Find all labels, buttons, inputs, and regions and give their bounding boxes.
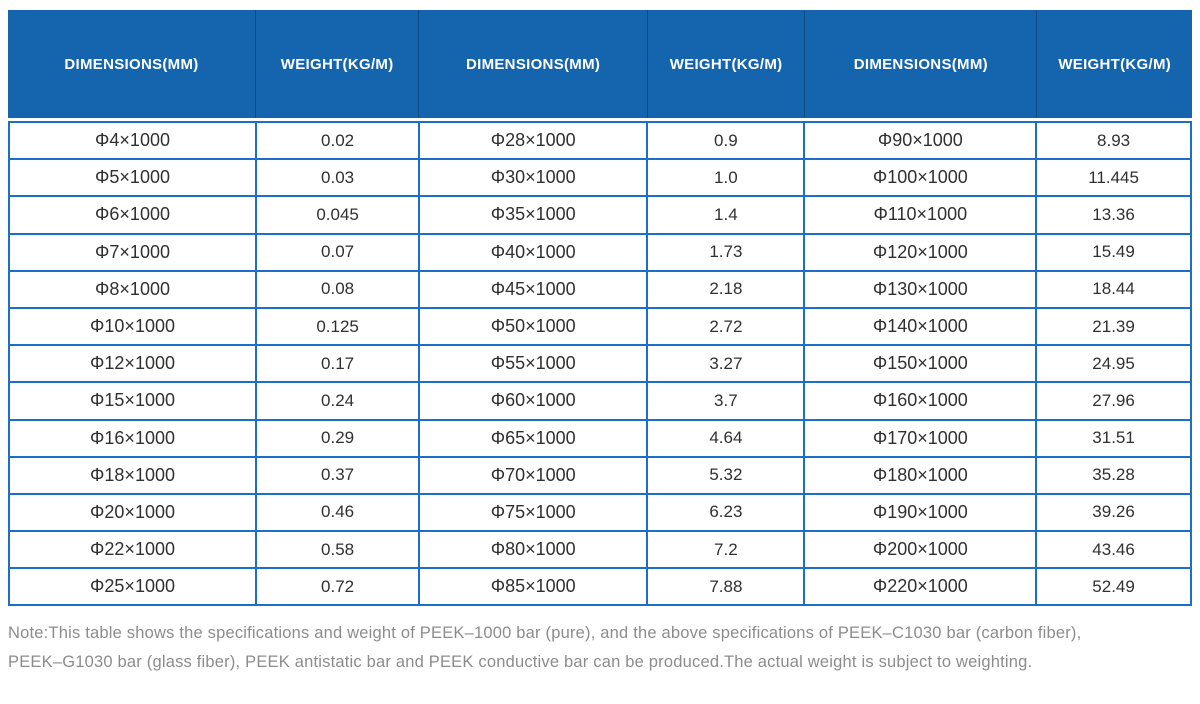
table-row <box>9 568 1191 605</box>
dimension-cell: Φ25×1000 <box>9 568 256 605</box>
weight-cell: 7.2 <box>647 531 804 568</box>
weight-cell: 0.08 <box>256 271 419 308</box>
weight-cell: 1.73 <box>647 234 804 271</box>
dimension-cell: Φ190×1000 <box>804 494 1036 531</box>
dimension-cell: Φ80×1000 <box>419 531 647 568</box>
table-row <box>9 494 1191 531</box>
weight-cell: 0.07 <box>256 234 419 271</box>
weight-cell: 4.64 <box>647 420 804 457</box>
dimension-cell: Φ110×1000 <box>804 196 1036 233</box>
weight-cell: 0.125 <box>256 308 419 345</box>
weight-cell: 0.58 <box>256 531 419 568</box>
spec-table-header <box>8 10 1192 118</box>
weight-cell: 52.49 <box>1036 568 1191 605</box>
weight-cell: 15.49 <box>1036 234 1191 271</box>
table-row <box>9 159 1191 196</box>
weight-cell: 21.39 <box>1036 308 1191 345</box>
header-row <box>8 10 1192 118</box>
dimension-cell: Φ6×1000 <box>9 196 256 233</box>
table-row <box>9 420 1191 457</box>
dimension-cell: Φ200×1000 <box>804 531 1036 568</box>
dimension-cell: Φ4×1000 <box>9 122 256 159</box>
dimension-cell: Φ12×1000 <box>9 345 256 382</box>
dimension-cell: Φ35×1000 <box>419 196 647 233</box>
table-row <box>9 122 1191 159</box>
weight-cell: 0.02 <box>256 122 419 159</box>
weight-cell: 13.36 <box>1036 196 1191 233</box>
dimensions-column-header: DIMENSIONS(MM) <box>419 10 648 118</box>
dimension-cell: Φ180×1000 <box>804 457 1036 494</box>
dimension-cell: Φ220×1000 <box>804 568 1036 605</box>
dimension-cell: Φ28×1000 <box>419 122 647 159</box>
dimension-cell: Φ7×1000 <box>9 234 256 271</box>
weight-cell: 27.96 <box>1036 382 1191 419</box>
dimension-cell: Φ75×1000 <box>419 494 647 531</box>
dimension-cell: Φ150×1000 <box>804 345 1036 382</box>
dimension-cell: Φ16×1000 <box>9 420 256 457</box>
dimension-cell: Φ50×1000 <box>419 308 647 345</box>
table-note <box>8 619 1192 677</box>
weight-cell: 24.95 <box>1036 345 1191 382</box>
dimension-cell: Φ20×1000 <box>9 494 256 531</box>
dimension-cell: Φ130×1000 <box>804 271 1036 308</box>
weight-cell: 35.28 <box>1036 457 1191 494</box>
dimension-cell: Φ100×1000 <box>804 159 1036 196</box>
weight-cell: 0.24 <box>256 382 419 419</box>
weight-cell: 0.37 <box>256 457 419 494</box>
table-row <box>9 196 1191 233</box>
spec-table <box>8 121 1192 606</box>
weight-cell: 1.4 <box>647 196 804 233</box>
table-body <box>9 122 1191 605</box>
table-row <box>9 531 1191 568</box>
weight-cell: 0.72 <box>256 568 419 605</box>
dimension-cell: Φ140×1000 <box>804 308 1036 345</box>
dimensions-column-header: DIMENSIONS(MM) <box>8 10 255 118</box>
table-row <box>9 382 1191 419</box>
dimension-cell: Φ160×1000 <box>804 382 1036 419</box>
dimension-cell: Φ55×1000 <box>419 345 647 382</box>
weight-cell: 6.23 <box>647 494 804 531</box>
weight-cell: 18.44 <box>1036 271 1191 308</box>
weight-cell: 2.18 <box>647 271 804 308</box>
weight-cell: 0.045 <box>256 196 419 233</box>
weight-cell: 39.26 <box>1036 494 1191 531</box>
weight-cell: 3.27 <box>647 345 804 382</box>
note-line: Note:This table shows the specifications and weight of PEEK–1000 bar (pure), and the above specifications of PEEK–C1030 bar (carbon fiber), <box>8 624 1082 643</box>
weight-column-header: WEIGHT(KG/M) <box>1037 10 1192 118</box>
dimension-cell: Φ65×1000 <box>419 420 647 457</box>
dimension-cell: Φ120×1000 <box>804 234 1036 271</box>
table-row <box>9 457 1191 494</box>
weight-cell: 11.445 <box>1036 159 1191 196</box>
weight-cell: 2.72 <box>647 308 804 345</box>
weight-cell: 3.7 <box>647 382 804 419</box>
dimension-cell: Φ170×1000 <box>804 420 1036 457</box>
dimension-cell: Φ70×1000 <box>419 457 647 494</box>
weight-cell: 0.03 <box>256 159 419 196</box>
dimension-cell: Φ90×1000 <box>804 122 1036 159</box>
weight-cell: 8.93 <box>1036 122 1191 159</box>
table-row <box>9 345 1191 382</box>
dimension-cell: Φ40×1000 <box>419 234 647 271</box>
weight-cell: 0.29 <box>256 420 419 457</box>
weight-cell: 0.17 <box>256 345 419 382</box>
weight-column-header: WEIGHT(KG/M) <box>647 10 804 118</box>
dimension-cell: Φ60×1000 <box>419 382 647 419</box>
note-line: PEEK–G1030 bar (glass fiber), PEEK antistatic bar and PEEK conductive bar can be produced.The actual weight is subject to weighting. <box>8 653 1033 672</box>
weight-cell: 7.88 <box>647 568 804 605</box>
weight-cell: 31.51 <box>1036 420 1191 457</box>
dimension-cell: Φ18×1000 <box>9 457 256 494</box>
weight-cell: 0.46 <box>256 494 419 531</box>
dimension-cell: Φ85×1000 <box>419 568 647 605</box>
dimensions-column-header: DIMENSIONS(MM) <box>805 10 1037 118</box>
table-row <box>9 234 1191 271</box>
weight-cell: 43.46 <box>1036 531 1191 568</box>
weight-cell: 0.9 <box>647 122 804 159</box>
dimension-cell: Φ30×1000 <box>419 159 647 196</box>
weight-cell: 1.0 <box>647 159 804 196</box>
dimension-cell: Φ10×1000 <box>9 308 256 345</box>
dimension-cell: Φ5×1000 <box>9 159 256 196</box>
dimension-cell: Φ15×1000 <box>9 382 256 419</box>
dimension-cell: Φ45×1000 <box>419 271 647 308</box>
weight-cell: 5.32 <box>647 457 804 494</box>
table-row <box>9 308 1191 345</box>
dimension-cell: Φ22×1000 <box>9 531 256 568</box>
dimension-cell: Φ8×1000 <box>9 271 256 308</box>
table-row <box>9 271 1191 308</box>
weight-column-header: WEIGHT(KG/M) <box>255 10 418 118</box>
